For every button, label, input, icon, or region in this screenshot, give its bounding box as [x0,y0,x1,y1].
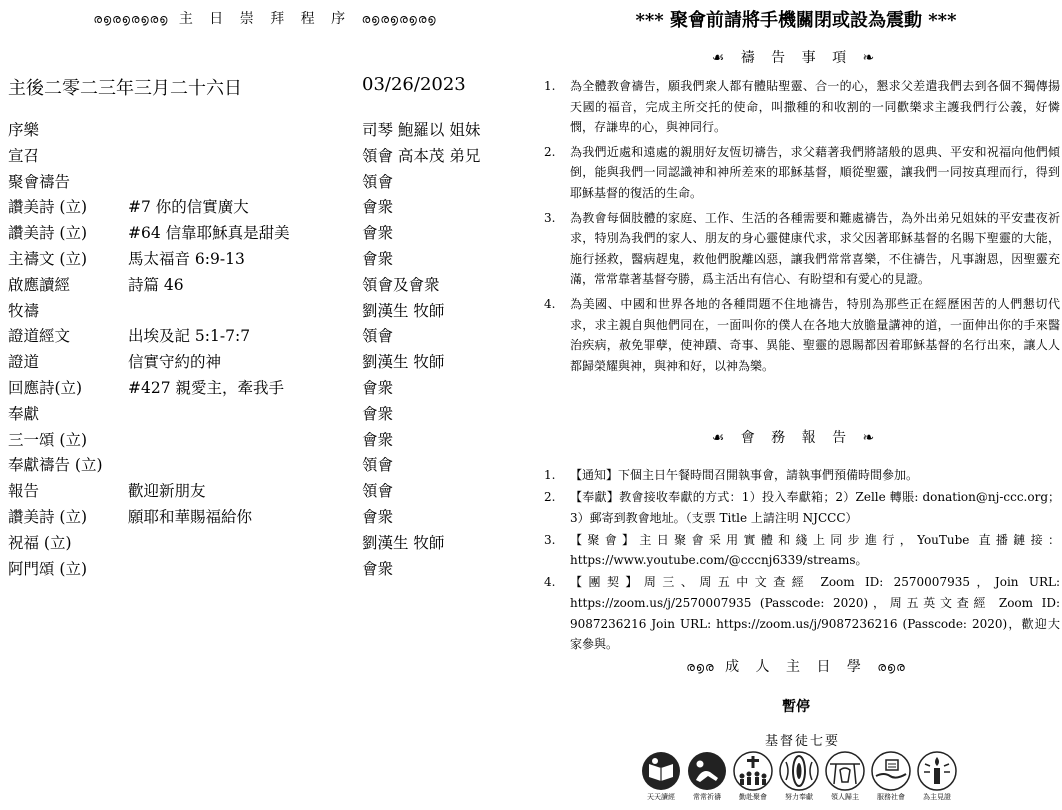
prayer-title-text: 禱 告 事 項 [740,50,853,66]
seven-essentials-label: 領人歸主 [831,793,859,801]
seven-essentials-icons [640,750,965,794]
order-row [8,273,528,299]
offering-icon [778,750,820,792]
announcements-list [544,465,1060,656]
order-row [8,402,528,428]
list-text: 為美國、中國和世界各地的各種問題不住地禱告，特別為那些正在經歷困苦的人們懇切代求，求主親自與他們同在，一面叫你的僕人在各地大放膽量講神的道，一面伸出你的手來醫治疾病，赦免罪孽，使神蹟、奇事、異能、聖靈的恩賜都因着耶穌基督的名行出來，讓人人都歸榮耀與神，與神和好，以神為樂。 [570,296,1060,373]
right-page [530,0,1062,810]
left-page [0,0,530,810]
order-of-service-list [8,118,528,582]
order-person: 劉漢生 牧師 [362,353,445,372]
seven-essentials-label: 常常祈禱 [693,793,721,801]
order-person: 會衆 [362,249,394,268]
order-item: 宣召 [8,146,40,165]
prayer-list [544,76,1060,380]
order-item: 牧禱 [8,301,40,320]
adult-school-status: 暫停 [782,699,810,715]
order-item: 阿門頌 (立) [8,559,88,578]
date-chinese: 主後二零二三年三月二十六日 [8,78,242,99]
leaf-ornament-icon: ☙ [711,430,731,446]
list-text: 【聚會】主日聚會采用實體和綫上同步進行，YouTube 直播鏈接：https://www.youtube.com/@cccnj6339/streams。 [570,532,1060,568]
leaf-ornament-icon: ❧ [862,430,881,446]
order-detail: 馬太福音 6:9-13 [128,249,245,268]
ornament-left: ര൭ര൭ര൭ര൭ [93,12,169,26]
list-number: 1. [544,468,556,482]
order-person: 會衆 [362,559,394,578]
order-of-service-title [0,8,530,28]
seven-essentials-label: 努力奉獻 [785,793,813,801]
order-row [8,118,528,144]
order-person: 會衆 [362,198,394,217]
order-row [8,479,528,505]
list-text: 為教會每個肢體的家庭、工作、生活的各種需要和難處禱告，為外出弟兄姐妹的平安晝夜祈求，特別為我們的家人、朋友的身心靈健康代求，求父因著耶穌基督的名賜下聖靈的大能，施行拯救，醫病趕鬼，救他們脫離凶惡，讓我們常常喜樂，不住禱告，凡事謝恩，因聖靈充滿，常常靠著基督夸勝，爲主活出有信心、有盼望和有愛心的見證。 [570,210,1060,287]
prayer-item [544,142,1060,204]
seven-essentials-graphic [640,730,965,806]
order-row [8,428,528,454]
order-title-text: 主 日 崇 拜 程 序 [178,11,352,27]
order-item: 奉獻禱告 (立) [8,456,103,475]
seven-essentials-label: 天天讀經 [647,793,675,801]
community-service-icon [870,750,912,792]
order-item: 報告 [8,482,40,501]
order-item: 三一頌 (立) [8,430,88,449]
list-text: 為全體教會禱告，願我們衆人都有體貼聖靈、合一的心，懇求父差遣我們去到各個不獨傳揚天國的福音，完成主所交托的使命，叫撒種的和收割的一同歡樂求主護我們行公義，好憐憫，存謙卑的心，與神同行。 [570,79,1060,135]
order-row [8,557,528,583]
prayer-section-title [530,47,1062,67]
order-person: 會衆 [362,404,394,423]
list-number: 3. [544,210,556,225]
order-row [8,531,528,557]
list-text: 為我們近處和遠處的親朋好友恆切禱告，求父藉著我們將諸般的恩典、平安和祝福向他們傾倒，能與我們一同認識神和神所差來的耶穌基督，順從聖靈，讓我們一同按真理而行，得到耶穌基督的復活的生命。 [570,144,1060,200]
order-row [8,376,528,402]
order-item: 奉獻 [8,404,40,423]
order-person: 會衆 [362,430,394,449]
list-number: 1. [544,79,556,93]
list-text: 【團契】周三、周五中文查經 Zoom ID: 2570007935，Join URL: https://zoom.us/j/2570007935 (Passcode: 2020)，周五英文查經 Zoom ID: 9087236216 Join URL: https://zoom.us/j/9087236216 (Passcode: 2020)，歡迎大家參與。 [570,575,1060,652]
order-detail: #427 親愛主，牽我手 [128,378,284,397]
order-detail: 信實守約的神 [128,353,222,372]
date-iso: 03/26/2023 [362,74,466,95]
order-row [8,505,528,531]
list-number: 2. [544,144,556,159]
church-attendance-icon [732,750,774,792]
order-detail: 詩篇 46 [128,275,184,294]
ornament-right: ര൭ര൭ര൭ര൭ [361,12,437,26]
adult-school-title [530,656,1062,676]
order-row [8,299,528,325]
prayer-item [544,76,1060,138]
bible-reading-icon [640,750,682,792]
list-number: 4. [544,296,556,311]
order-item: 證道 [8,353,40,372]
order-row [8,195,528,221]
order-item: 聚會禱告 [8,172,71,191]
announcement-item [544,487,1060,528]
order-person: 領會 [362,172,394,191]
order-item: 讚美詩 (立) [8,198,88,217]
list-text: 【奉獻】教會接收奉獻的方式：1）投入奉獻箱；2）Zelle 轉賬: donation@nj-ccc.org；3）郵寄到教會地址。（支票 Title 上請注明 NJCCC） [570,490,1060,525]
seven-essentials-label: 勤赴聚會 [739,793,767,801]
order-person: 領會及會衆 [362,275,440,294]
prayer-icon [686,750,728,792]
phone-notice: *** 聚會前請將手機關閉或設為震動 *** [635,10,957,31]
order-person: 領會 高本茂 弟兄 [362,146,481,165]
order-detail: 出埃及記 5:1-7:7 [128,327,251,346]
announcement-item [544,530,1060,571]
order-detail: #64 信靠耶穌真是甜美 [128,224,290,243]
order-item: 序樂 [8,121,40,139]
service-date [8,74,466,100]
ornament-left: ര൭ര [686,660,715,674]
announcement-item [544,572,1060,654]
order-person: 劉漢生 牧師 [362,533,445,552]
order-person: 領會 [362,482,394,501]
seven-essentials-label: 為主見證 [923,793,951,801]
order-item: 主禱文 (立) [8,249,88,268]
list-number: 2. [544,490,556,505]
leaf-ornament-icon: ☙ [711,50,731,66]
leaf-ornament-icon: ❧ [862,50,881,66]
announcements-section-title [530,427,1062,447]
announcement-item [544,465,1060,486]
order-detail: 願耶和華賜福給你 [128,507,253,526]
seven-essentials-title: 基督徒七要 [764,734,840,749]
order-person: 領會 [362,456,394,475]
order-person: 領會 [362,327,394,346]
order-item: 證道經文 [8,327,71,346]
prayer-item [544,208,1060,290]
order-item: 讚美詩 (立) [8,507,88,526]
list-text: 【通知】下個主日午餐時間召開執事會，請執事們預備時間參加。 [570,468,919,482]
order-person: 會衆 [362,378,394,397]
seven-essentials-label: 服務社會 [877,793,905,801]
order-person: 會衆 [362,224,394,243]
order-detail: 歡迎新朋友 [128,482,206,501]
order-detail: #7 你的信實廣大 [128,198,249,217]
order-item: 回應詩(立) [8,378,83,397]
order-row [8,453,528,479]
evangelism-icon [824,750,866,792]
ornament-right: ര൭ര [877,660,906,674]
order-item: 啟應讀經 [8,275,71,294]
order-row [8,324,528,350]
order-person: 會衆 [362,507,394,526]
order-row [8,247,528,273]
order-row [8,170,528,196]
order-item: 祝福 (立) [8,533,72,552]
prayer-item [544,294,1060,376]
news-title-text: 會 務 報 告 [740,430,853,446]
order-row [8,221,528,247]
list-number: 4. [544,575,556,590]
list-number: 3. [544,532,556,547]
order-row [8,350,528,376]
order-row [8,144,528,170]
order-person: 司琴 鮑羅以 姐妹 [362,121,481,139]
witness-icon [916,750,958,792]
order-item: 讚美詩 (立) [8,224,88,243]
order-person: 劉漢生 牧師 [362,301,445,320]
adult-title-text: 成 人 主 日 學 [725,659,867,675]
